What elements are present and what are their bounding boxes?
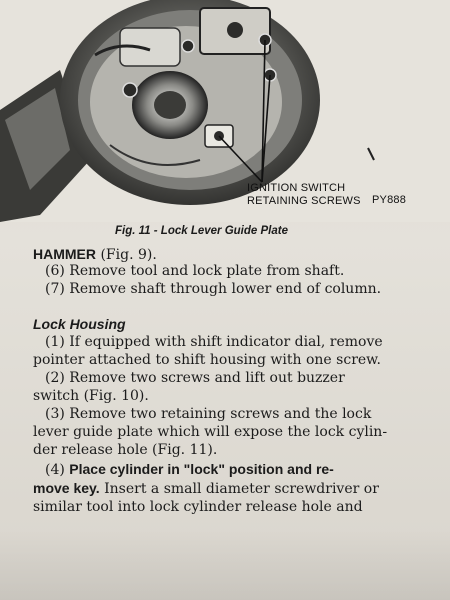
- figure-caption: Fig. 11 - Lock Lever Guide Plate: [115, 225, 288, 237]
- para3-line3: der release hole (Fig. 11).: [33, 442, 218, 458]
- para3-line2: lever guide plate which will expose the lock cylin-: [33, 424, 388, 440]
- retaining-screws-label: RETAINING SCREWS: [247, 195, 361, 207]
- para1-line1: (1) If equipped with shift indicator dial, remove: [45, 334, 383, 350]
- lock-lever-guide-plate-illustration: [0, 0, 450, 222]
- para4-bold-2: move key.: [33, 480, 100, 496]
- hammer-ref: (Fig. 9).: [96, 247, 157, 263]
- para2-line2: switch (Fig. 10).: [33, 388, 149, 404]
- section-heading: Lock Housing: [33, 316, 126, 332]
- para4-line3: similar tool into lock cylinder release hole and: [33, 499, 363, 515]
- para1-line2: pointer attached to shift housing with one screw.: [33, 352, 381, 368]
- para4-line1: [45, 461, 334, 478]
- step-6: (6) Remove tool and lock plate from shaft.: [45, 263, 345, 279]
- para4-line2: [33, 480, 379, 497]
- figure-code: PY888: [372, 194, 407, 206]
- page-shadow: [0, 530, 450, 600]
- para4-bold-1: Place cylinder in "lock" position and re-: [69, 461, 334, 477]
- para3-line1: (3) Remove two retaining screws and the lock: [45, 406, 372, 422]
- para4-number: (4): [45, 462, 70, 478]
- para2-line1: (2) Remove two screws and lift out buzzer: [45, 370, 345, 386]
- step-7: (7) Remove shaft through lower end of column.: [45, 281, 382, 297]
- hammer-line: [33, 246, 157, 263]
- hammer-word: HAMMER: [33, 246, 96, 262]
- ignition-switch-label: IGNITION SWITCH: [247, 182, 346, 194]
- para4-rest: Insert a small diameter screwdriver or: [99, 481, 379, 497]
